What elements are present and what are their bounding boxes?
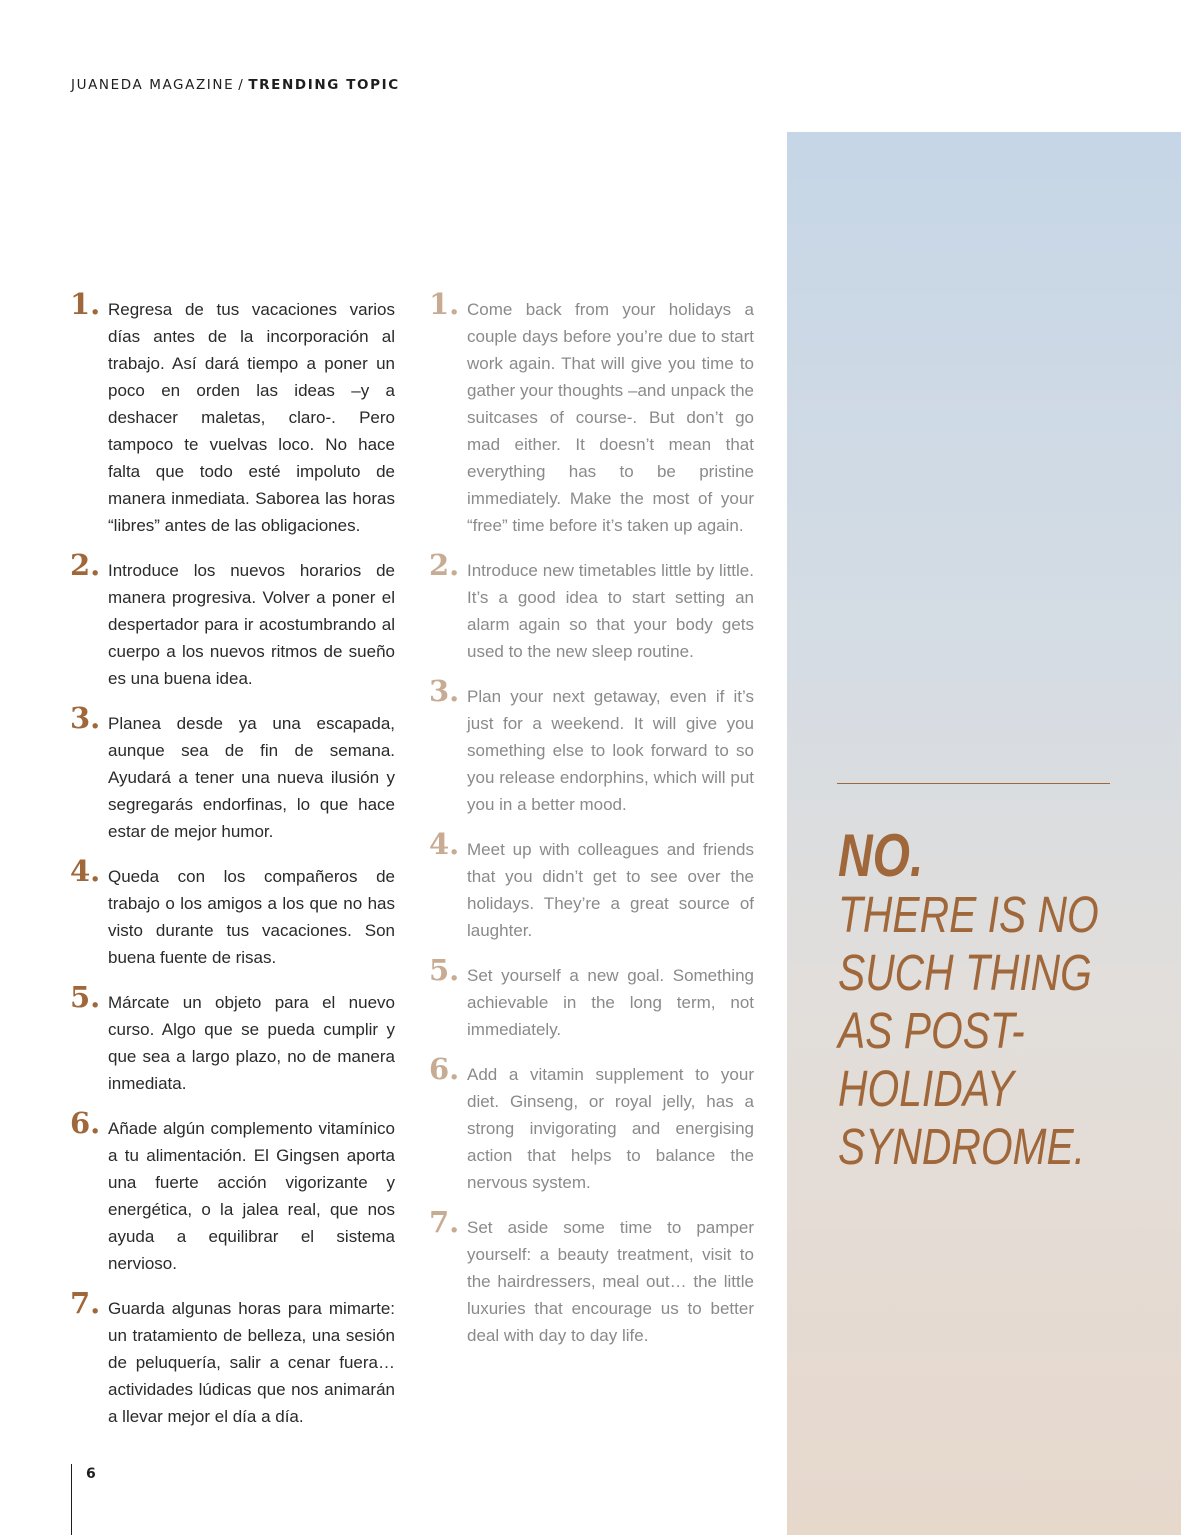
tip-text: Regresa de tus vacaciones varios días antes de la incorporación al trabajo. Así dará tiempo a poner un poco en orden las ideas –y a deshacer maletas, claro-. Pero tampoco te vuelvas loco. No hace falta que todo esté impoluto de manera inmediata. Saborea las horas “libres” antes de las obligaciones. (108, 300, 395, 535)
tip-number: 4. (70, 854, 101, 888)
tip-text: Introduce los nuevos horarios de manera progresiva. Volver a poner el despertador para ir acostumbrando al cuerpo a los nuevos ritmos de sueño es una buena idea. (108, 561, 395, 688)
page-number: 6 (86, 1466, 96, 1482)
tip-text: Añade algún complemento vitamínico a tu alimentación. El Gingsen aporta una fuerte acción vigorizante y energética, o la jalea real, que nos ayuda a equilibrar el sistema nervioso. (108, 1119, 395, 1273)
tip-item (429, 1205, 754, 1349)
tip-item (70, 980, 395, 1097)
tip-number: 1. (429, 287, 460, 321)
magazine-name: JUANEDA MAGAZINE (71, 77, 235, 93)
tip-item (70, 1106, 395, 1277)
section-topic: TRENDING TOPIC (248, 77, 400, 93)
tip-text: Come back from your holidays a couple days before you’re due to start work again. That will give you time to gather your thoughts –and unpack the suitcases of course-. But don’t go mad either. It doesn’t mean that everything has to be pristine immediately. Make the most of your “free” time before it’s taken up again. (467, 300, 754, 535)
tip-text: Guarda algunas horas para mimarte: un tratamiento de belleza, una sesión de peluquería, salir a cenar fuera… actividades lúdicas que nos animarán a llevar mejor el día a día. (108, 1299, 395, 1426)
quote-divider (837, 783, 1110, 784)
tip-number: 7. (70, 1286, 101, 1320)
tip-number: 5. (70, 980, 101, 1014)
tip-number: 2. (429, 548, 460, 582)
pull-quote-lead: NO. (838, 822, 924, 889)
running-header (71, 77, 400, 93)
tip-item (429, 674, 754, 818)
tip-number: 6. (429, 1052, 460, 1086)
tip-item (429, 287, 754, 539)
tip-text: Add a vitamin supplement to your diet. Ginseng, or royal jelly, has a strong invigorating and energising action that helps to balance the nervous system. (467, 1065, 754, 1192)
tip-text: Planea desde ya una escapada, aunque sea de fin de semana. Ayudará a tener una nueva ilusión y segregarás endorfinas, lo que hace estar de mejor humor. (108, 714, 395, 841)
tip-text: Queda con los compañeros de trabajo o los amigos a los que no has visto durante tus vacaciones. Son buena fuente de risas. (108, 867, 395, 967)
pull-quote (838, 822, 1099, 1176)
tip-item (429, 953, 754, 1043)
tip-number: 2. (70, 548, 101, 582)
tip-number: 6. (70, 1106, 101, 1140)
tip-item (70, 548, 395, 692)
tip-text: Set yourself a new goal. Something achievable in the long term, not immediately. (467, 966, 754, 1039)
tip-number: 4. (429, 827, 460, 861)
tip-item (70, 1286, 395, 1430)
pull-quote-text: THERE IS NO SUCH THING AS POST-HOLIDAY SYNDROME. (838, 886, 1099, 1175)
tip-text: Márcate un objeto para el nuevo curso. Algo que se pueda cumplir y que sea a largo plazo, no de manera inmediata. (108, 993, 395, 1093)
tip-number: 3. (70, 701, 101, 735)
tip-text: Meet up with colleagues and friends that you didn’t get to see over the holidays. They’re a great source of laughter. (467, 840, 754, 940)
tip-item (70, 287, 395, 539)
tip-text: Set aside some time to pamper yourself: a beauty treatment, visit to the hairdressers, meal out… the little luxuries that encourage us to better deal with day to day life. (467, 1218, 754, 1345)
spanish-tips-column (70, 287, 395, 1448)
tip-number: 5. (429, 953, 460, 987)
tip-item (429, 827, 754, 944)
tip-text: Introduce new timetables little by little. It’s a good idea to start setting an alarm again so that your body gets used to the new sleep routine. (467, 561, 754, 661)
tip-item (70, 854, 395, 971)
footer-divider (71, 1464, 72, 1535)
tip-item (70, 701, 395, 845)
english-tips-column (429, 287, 754, 1367)
header-separator: / (238, 77, 245, 93)
tip-item (429, 1052, 754, 1196)
tip-number: 7. (429, 1205, 460, 1239)
tip-item (429, 548, 754, 665)
tip-text: Plan your next getaway, even if it’s just for a weekend. It will give you something else to look forward to so you release endorphins, which will put you in a better mood. (467, 687, 754, 814)
tip-number: 3. (429, 674, 460, 708)
tip-number: 1. (70, 287, 101, 321)
